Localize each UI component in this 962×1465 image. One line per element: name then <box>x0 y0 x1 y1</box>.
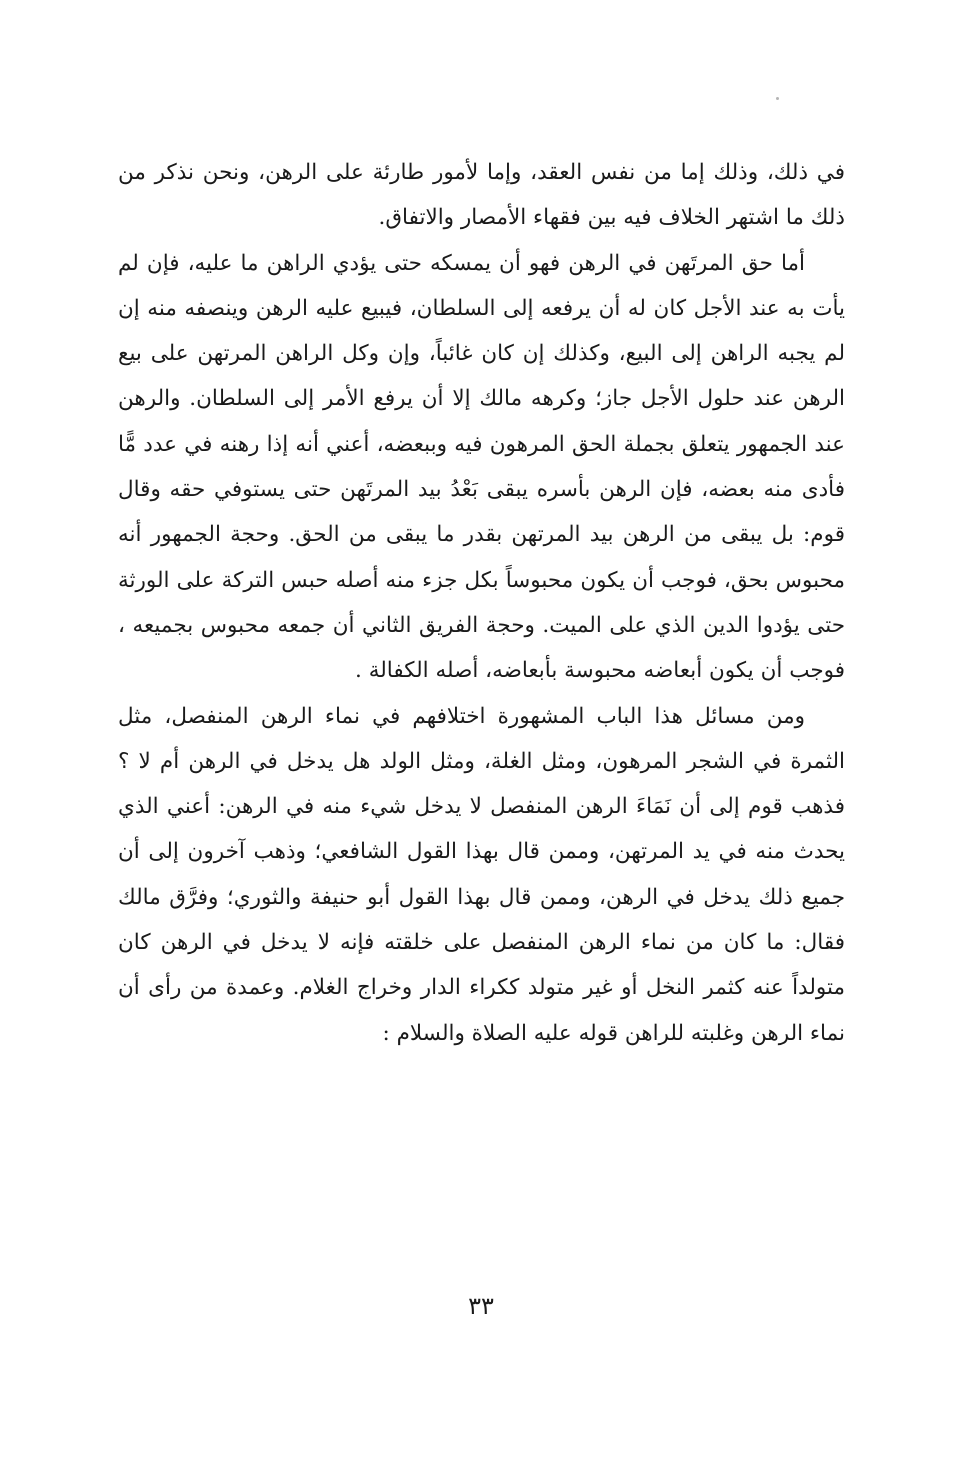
body-text <box>118 150 845 1056</box>
paragraph-3: ومن مسائل هذا الباب المشهورة اختلافهم في نماء الرهن المنفصل، مثل الثمرة في الشجر المرهون، ومثل الغلة، ومثل الولد هل يدخل في الرهن أم لا ؟ فذهب قوم إلى أن نَمَاءَ الرهن المنفصل لا يدخل شيء منه في الرهن: أعني الذي يحدث منه في يد المرتهن، وممن قال بهذا القول الشافعي؛ وذهب آخرون إلى أن جميع ذلك يدخل في الرهن، وممن قال بهذا القول أبو حنيفة والثوري؛ وفرَّق مالك فقال: ما كان من نماء الرهن المنفصل على خلقته فإنه لا يدخل في الرهن كان متولداً عنه كثمر النخل أو غير متولد ككراء الدار وخراج الغلام. وعمدة من رأى أن نماء الرهن وغلبته للراهن قوله عليه الصلاة والسلام : <box>118 703 845 1046</box>
page-number: ٣٣ <box>468 1292 494 1320</box>
scan-speck <box>776 97 779 100</box>
paragraph-2: أما حق المرتَهن في الرهن فهو أن يمسكه حتى يؤدي الراهن ما عليه، فإن لم يأت به عند الأجل كان له أن يرفعه إلى السلطان، فيبيع عليه الرهن وينصفه منه إن لم يجبه الراهن إلى البيع، وكذلك إن كان غائباً، وإن وكل الراهن المرتهن على بيع الرهن عند حلول الأجل جاز؛ وكرهه مالك إلا أن يرفع الأمر إلى السلطان. والرهن عند الجمهور يتعلق بجملة الحق المرهون فيه وببعضه، أعني أنه إذا رهنه في عدد مًّا فأدى منه بعضه، فإن الرهن بأسره يبقى بَعْدُ بيد المرتَهن حتى يستوفي حقه وقال قوم: بل يبقى من الرهن بيد المرتهن بقدر ما يبقى من الحق. وحجة الجمهور أنه محبوس بحق، فوجب أن يكون محبوساً بكل جزء منه أصله حبس التركة على الورثة حتى يؤدوا الدين الذي على الميت. وحجة الفريق الثاني أن جمعه محبوس بجميعه ، فوجب أن يكون أبعاضه محبوسة بأبعاضه، أصله الكفالة . <box>118 250 845 684</box>
paragraph-1: في ذلك، وذلك إما من نفس العقد، وإما لأمور طارئة على الرهن، ونحن نذكر من ذلك ما اشتهر الخلاف فيه بين فقهاء الأمصار والاتفاق. <box>118 160 845 231</box>
